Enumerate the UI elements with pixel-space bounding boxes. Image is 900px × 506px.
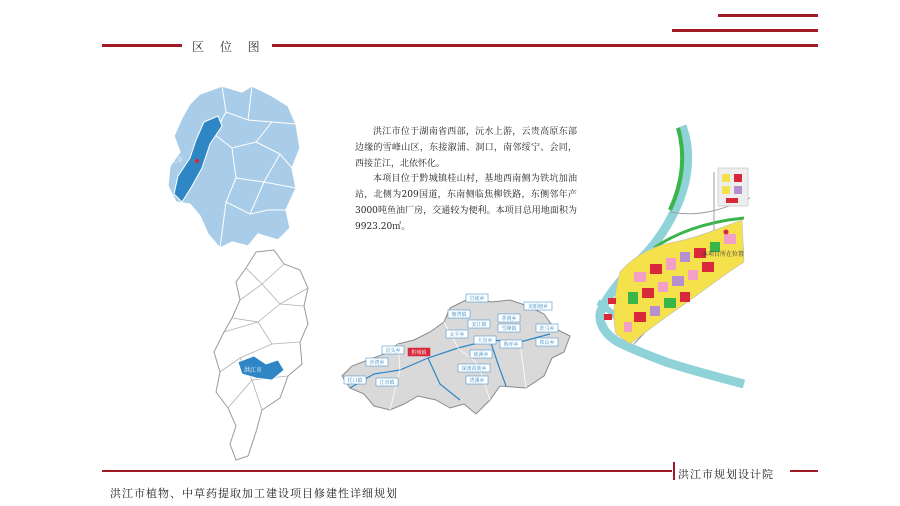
svg-text:雪峰镇: 雪峰镇 xyxy=(501,326,517,332)
footer-divider xyxy=(673,462,675,480)
town-label xyxy=(524,302,552,310)
town-label xyxy=(536,324,558,332)
description-paragraph-2: 本项目位于黔城镇桂山村，基地西南侧为铁坑加油站，北侧为209国道，东南侧临焦柳铁路，东侧邻年产3000吨鱼油厂房，交通较为便利。本项目总用地面积为9923.20㎡。 xyxy=(355,174,577,232)
svg-text:安江镇: 安江镇 xyxy=(471,322,487,328)
svg-text:岩垅乡: 岩垅乡 xyxy=(469,296,485,302)
svg-text:托口镇: 托口镇 xyxy=(347,378,363,384)
svg-text:湾溪乡: 湾溪乡 xyxy=(469,378,485,384)
svg-text:深渡苗族乡: 深渡苗族乡 xyxy=(461,366,487,372)
town-label xyxy=(376,378,398,386)
town-label xyxy=(500,340,522,348)
site-marker-icon xyxy=(724,230,729,235)
svg-text:江市镇: 江市镇 xyxy=(379,380,395,386)
town-label xyxy=(458,364,490,372)
header-rule-mid xyxy=(672,29,818,32)
svg-text:熟坪乡: 熟坪乡 xyxy=(503,342,519,348)
town-label xyxy=(366,358,388,366)
svg-text:硖洲乡: 硖洲乡 xyxy=(473,352,489,358)
town-label xyxy=(498,314,520,322)
town-label xyxy=(468,320,490,328)
province-marker-icon xyxy=(195,159,199,163)
town-label xyxy=(466,376,488,384)
town-label xyxy=(448,310,470,318)
town-label xyxy=(382,346,404,354)
footer-rule xyxy=(102,470,672,472)
town-label xyxy=(446,330,468,338)
header-rule-top xyxy=(718,14,818,17)
site-location-label: 本项目所在位置 xyxy=(702,251,745,258)
svg-text:龙船塘乡: 龙船塘乡 xyxy=(527,304,549,310)
province-city-label: 怀化市 xyxy=(165,157,184,164)
town-label xyxy=(498,324,520,332)
province-map xyxy=(160,82,305,250)
description-paragraph-1: 洪江市位于湖南省西部，沅水上游，云贵高原东部边缘的雪峰山区，东接溆浦、洞口，南邻绥宁、会同，西接芷江，北依怀化。 xyxy=(355,127,577,169)
footer-rule-right xyxy=(790,470,818,472)
page-title: 区 位 图 xyxy=(186,38,272,55)
project-description xyxy=(355,125,577,236)
header-rule-main xyxy=(270,44,818,47)
town-label xyxy=(536,338,558,346)
footer-organization: 洪江市规划设计院 xyxy=(678,468,774,481)
svg-text:太平乡: 太平乡 xyxy=(449,332,465,338)
town-label xyxy=(344,376,366,384)
svg-text:茅渡乡: 茅渡乡 xyxy=(501,316,517,322)
svg-text:塘湾镇: 塘湾镇 xyxy=(451,312,467,318)
svg-text:岔头乡: 岔头乡 xyxy=(385,348,401,354)
city-map-label: 洪江市 xyxy=(244,367,263,374)
svg-text:大崇乡: 大崇乡 xyxy=(477,338,493,344)
header-rule-left xyxy=(102,44,182,47)
site-location-map xyxy=(594,122,754,390)
svg-text:洗马乡: 洗马乡 xyxy=(539,326,555,332)
town-label xyxy=(470,350,492,358)
town-map xyxy=(330,292,575,417)
town-label xyxy=(466,294,488,302)
town-label xyxy=(474,336,496,344)
town-label-highlight xyxy=(408,348,430,356)
svg-text:黔城镇: 黔城镇 xyxy=(411,350,427,356)
svg-text:铁山乡: 铁山乡 xyxy=(539,340,555,346)
svg-text:沙湾乡: 沙湾乡 xyxy=(369,360,385,366)
footer-project-title: 洪江市植物、中草药提取加工建设项目修建性详细规划 xyxy=(110,487,398,500)
city-map xyxy=(210,248,315,463)
